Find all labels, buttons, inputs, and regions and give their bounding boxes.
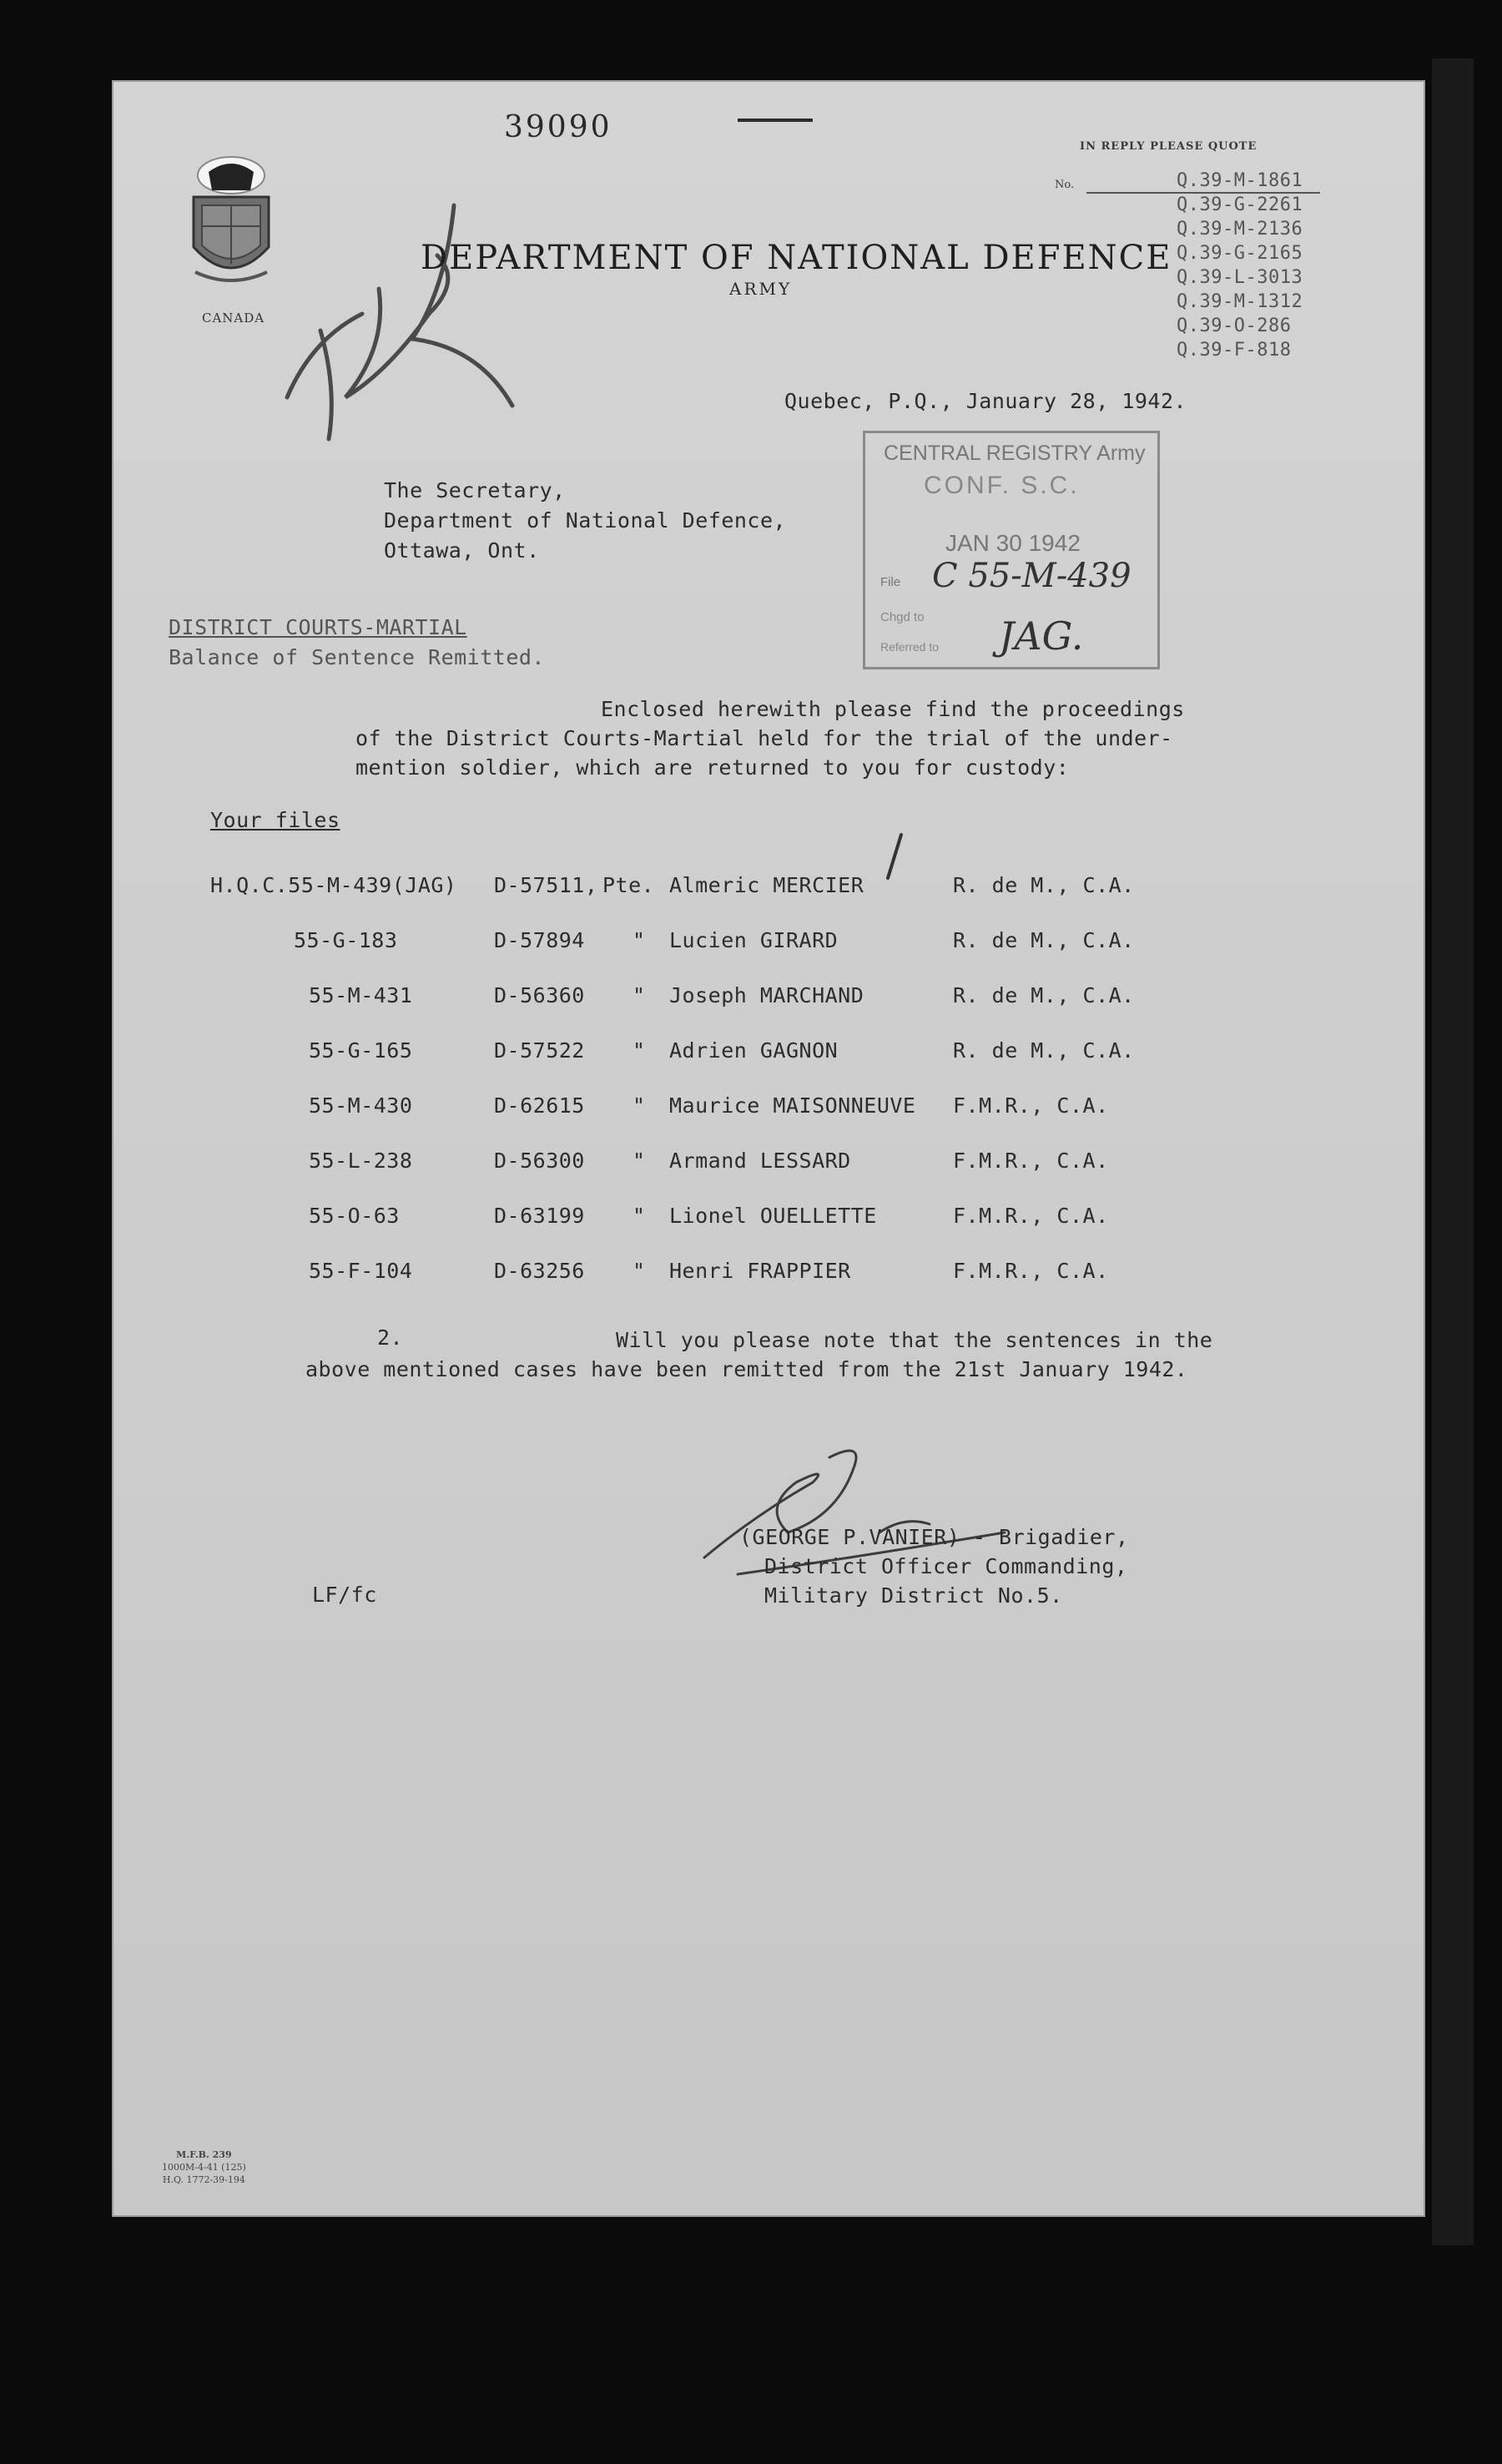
film-edge-right (1432, 58, 1474, 2245)
row-file: 55-G-183 (294, 928, 398, 952)
table-row (210, 1078, 1295, 1134)
row-number: D-63199 (494, 1204, 585, 1228)
addressee-line-3: Ottawa, Ont. (384, 538, 540, 563)
subject-line-2: Balance of Sentence Remitted. (169, 645, 545, 669)
reply-ref-7: Q.39-O-286 (1177, 316, 1292, 336)
signature-line-2: District Officer Commanding, (764, 1554, 1128, 1578)
table-heading: Your files (210, 808, 340, 832)
row-unit: F.M.R., C.A. (953, 1204, 1109, 1228)
check-mark (883, 831, 908, 881)
stamp-chgd-label: Chgd to (880, 610, 925, 624)
row-file: 55-L-238 (309, 1149, 413, 1173)
row-number: D-56300 (494, 1149, 585, 1173)
signature-block (739, 1522, 1129, 1610)
department-heading: DEPARTMENT OF NATIONAL DEFENCE (421, 239, 1172, 277)
row-number: D-57522 (494, 1038, 585, 1063)
branch-heading: ARMY (729, 279, 793, 299)
registry-stamp (863, 431, 1160, 669)
soldier-table (210, 858, 1295, 1299)
row-name: Armand LESSARD (669, 1149, 851, 1173)
addressee-block (384, 476, 786, 566)
row-name: Lucien GIRARD (669, 928, 839, 952)
reply-ref-8: Q.39-F-818 (1177, 340, 1292, 361)
table-row (210, 968, 1295, 1023)
addressee-line-1: The Secretary, (384, 478, 566, 502)
reply-ref-6: Q.39-M-1312 (1177, 291, 1303, 312)
row-number: D-57894 (494, 928, 585, 952)
row-name: Henri FRAPPIER (669, 1259, 851, 1283)
signature-line-1: (GEORGE P.VANIER) - Brigadier, (739, 1525, 1129, 1549)
row-unit: F.M.R., C.A. (953, 1259, 1109, 1283)
row-rank: " (633, 1259, 646, 1283)
stamp-line-1: CENTRAL REGISTRY Army (884, 442, 1146, 465)
table-row (210, 1023, 1295, 1078)
reply-ref-3: Q.39-M-2136 (1177, 219, 1303, 240)
reply-quote-label: IN REPLY PLEASE QUOTE (1080, 140, 1258, 153)
reply-ref-1: Q.39-M-1861 (1177, 170, 1303, 191)
table-row (210, 1134, 1295, 1189)
row-name: Lionel OUELLETTE (669, 1204, 877, 1228)
row-number: D-62615 (494, 1093, 585, 1118)
row-file: H.Q.C.55-M-439(JAG) (210, 873, 457, 897)
para1-line-1: Enclosed herewith please find the proceedings (601, 697, 1185, 721)
table-row (210, 1189, 1295, 1244)
reply-ref-4: Q.39-G-2165 (1177, 243, 1303, 264)
addressee-line-2: Department of National Defence, (384, 508, 787, 533)
form-footer (162, 2148, 246, 2186)
stamp-line-2: CONF. S.C. (924, 472, 1080, 499)
row-name: Adrien GAGNON (669, 1038, 839, 1063)
stamp-file-value: C 55-M-439 (932, 557, 1132, 595)
row-unit: R. de M., C.A. (953, 1038, 1135, 1063)
row-file: 55-M-431 (309, 983, 413, 1007)
reply-ref-list (1177, 169, 1303, 362)
row-name: Maurice MAISONNEUVE (669, 1093, 916, 1118)
row-rank: " (633, 1038, 646, 1063)
reply-ref-2: Q.39-G-2261 (1177, 194, 1303, 215)
row-number: D-56360 (494, 983, 585, 1007)
row-name: Joseph MARCHAND (669, 983, 864, 1007)
row-rank: " (633, 1093, 646, 1118)
row-file: 55-G-165 (309, 1038, 413, 1063)
table-row (210, 1244, 1295, 1299)
stamp-date: JAN 30 1942 (945, 530, 1081, 556)
signature-line-3: Military District No.5. (764, 1583, 1063, 1608)
typist-initials: LF/fc (312, 1583, 377, 1607)
table-row (210, 913, 1295, 968)
para1-line-2: of the District Courts-Martial held for the trial of the under- (355, 726, 1173, 750)
row-unit: F.M.R., C.A. (953, 1093, 1109, 1118)
para2-line-1: Will you please note that the sentences in the (616, 1328, 1213, 1352)
reply-no-label: No. (1055, 179, 1075, 191)
row-unit: R. de M., C.A. (953, 983, 1135, 1007)
paragraph-2-number: 2. (377, 1325, 404, 1350)
row-rank: " (633, 928, 646, 952)
row-rank: " (633, 1149, 646, 1173)
para1-line-3: mention soldier, which are returned to you for custody: (355, 755, 1070, 780)
reply-ref-5: Q.39-L-3013 (1177, 267, 1303, 288)
row-rank: Pte. (602, 873, 655, 897)
subject-block (169, 613, 545, 673)
row-unit: R. de M., C.A. (953, 928, 1135, 952)
form-footer-line-1: M.F.B. 239 (176, 2149, 232, 2160)
row-file: 55-M-430 (309, 1093, 413, 1118)
subject-line-1: DISTRICT COURTS-MARTIAL (169, 615, 467, 639)
stamp-ref-value: JAG. (999, 613, 1084, 659)
row-number: D-57511, (494, 873, 598, 897)
stamp-file-label: File (880, 575, 901, 589)
row-name: Almeric MERCIER (669, 873, 864, 897)
row-file: 55-O-63 (309, 1204, 400, 1228)
row-unit: R. de M., C.A. (953, 873, 1135, 897)
paragraph-1 (355, 694, 1185, 782)
top-dash (738, 119, 813, 122)
handwritten-mark (262, 189, 529, 464)
table-row (210, 858, 1295, 913)
paragraph-2 (305, 1325, 1212, 1384)
row-rank: " (633, 1204, 646, 1228)
form-footer-line-3: H.Q. 1772-39-194 (162, 2174, 245, 2185)
para2-line-2: above mentioned cases have been remitted from the 21st January 1942. (305, 1357, 1188, 1381)
file-number-top: 39090 (504, 110, 612, 144)
row-number: D-63256 (494, 1259, 585, 1283)
coat-caption: CANADA (202, 311, 265, 326)
form-footer-line-2: 1000M-4-41 (125) (162, 2162, 246, 2173)
row-file: 55-F-104 (309, 1259, 413, 1283)
place-date: Quebec, P.Q., January 28, 1942. (784, 389, 1187, 413)
row-rank: " (633, 983, 646, 1007)
row-unit: F.M.R., C.A. (953, 1149, 1109, 1173)
stamp-ref-label: Referred to (880, 640, 940, 654)
letter-page (112, 80, 1425, 2217)
